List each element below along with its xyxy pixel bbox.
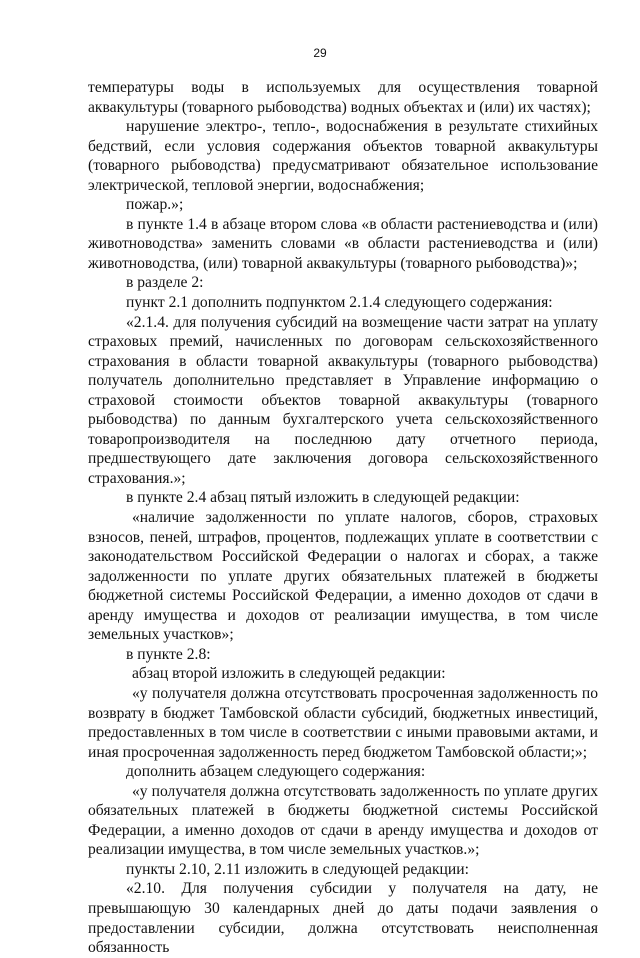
paragraph-point-1-4-amendment: в пункте 1.4 в абзаце втором слова «в области растениеводства и (или) животноводства» заменить словами «в области растениеводства и (или) животноводства, (или) товарной аквакультуры (товарного рыбоводства)»; (88, 215, 598, 272)
paragraph-point-2-8-heading: в пункте 2.8: (126, 645, 211, 663)
paragraph-debt-presence-clause: «наличие задолженности по уплате налогов, сборов, страховых взносов, пеней, штрафов, процентов, подлежащих уплате в соответствии с законодательством Российской Федерации о налогах и сборах, а также задолженности по уплате других обязательных платежей в бюджеты бюджетной системы Российской Федерации, а именно доходов от сдачи в аренду имущества и доходов от реализации имущества, в том числе земельных участков»; (88, 509, 598, 644)
document-body (88, 78, 598, 958)
paragraph-points-2-10-2-11-intro: пункты 2.10, 2.11 изложить в следующей редакции: (126, 860, 469, 878)
paragraph-temperature-continuation: температуры воды в используемых для осуществления товарной аквакультуры (товарного рыбоводства) водных объектах и (или) их частях); (88, 79, 598, 116)
paragraph-point-2-10-text: «2.10. Для получения субсидии у получателя на дату, не превышающую 30 календарных дней до даты подачи заявления о предоставлении субсидии, должна отсутствовать неисполненная обязанность (88, 880, 598, 957)
paragraph-fire: пожар.»; (126, 196, 184, 214)
paragraph-subpoint-2-1-4: «2.1.4. для получения субсидий на возмещение части затрат на уплату страховых премий, начисленных по договорам сельскохозяйственного страхования в области товарной аквакультуры (товарного рыбоводства) получатель дополнительно представляет в Управление информацию о страховой стоимости объектов товарной аквакультуры (товарного рыбоводства) по данным бухгалтерского учета сельскохозяйственного товаропроизводителя на последнюю дату отчетного периода, предшествующего дате заключения договора сельскохозяйственного страхования.»; (88, 313, 598, 487)
page-number: 29 (313, 46, 327, 60)
paragraph-add-abzac-intro: дополнить абзацем следующего содержания: (126, 763, 426, 781)
paragraph-other-payments-clause: «у получателя должна отсутствовать задолженность по уплате других обязательных платежей в бюджеты бюджетной системы Российской Федерации, а именно доходов от сдачи в аренду имущества и доходов от реализации имущества, в том числе земельных участков.»; (88, 782, 598, 859)
paragraph-overdue-debt-clause: «у получателя должна отсутствовать просроченная задолженность по возврату в бюджет Тамбовской области субсидий, бюджетных инвестиций, предоставленных в том числе в соответствии с иными правовыми актами, и иная просроченная задолженность перед бюджетом Тамбовской области;»; (88, 684, 598, 761)
paragraph-section-2-heading: в разделе 2: (126, 274, 204, 292)
paragraph-point-2-4-amendment: в пункте 2.4 абзац пятый изложить в следующей редакции: (126, 489, 520, 507)
paragraph-utility-disruption: нарушение электро-, тепло-, водоснабжения в результате стихийных бедствий, если условия содержания объектов товарной аквакультуры (товарного рыбоводства) предусматривают обязательное использование электрической, тепловой энергии, водоснабжения; (88, 118, 598, 194)
paragraph-point-2-1-addition: пункт 2.1 дополнить подпунктом 2.1.4 следующего содержания: (126, 294, 553, 312)
paragraph-second-abzac-intro: абзац второй изложить в следующей редакции: (132, 665, 446, 683)
